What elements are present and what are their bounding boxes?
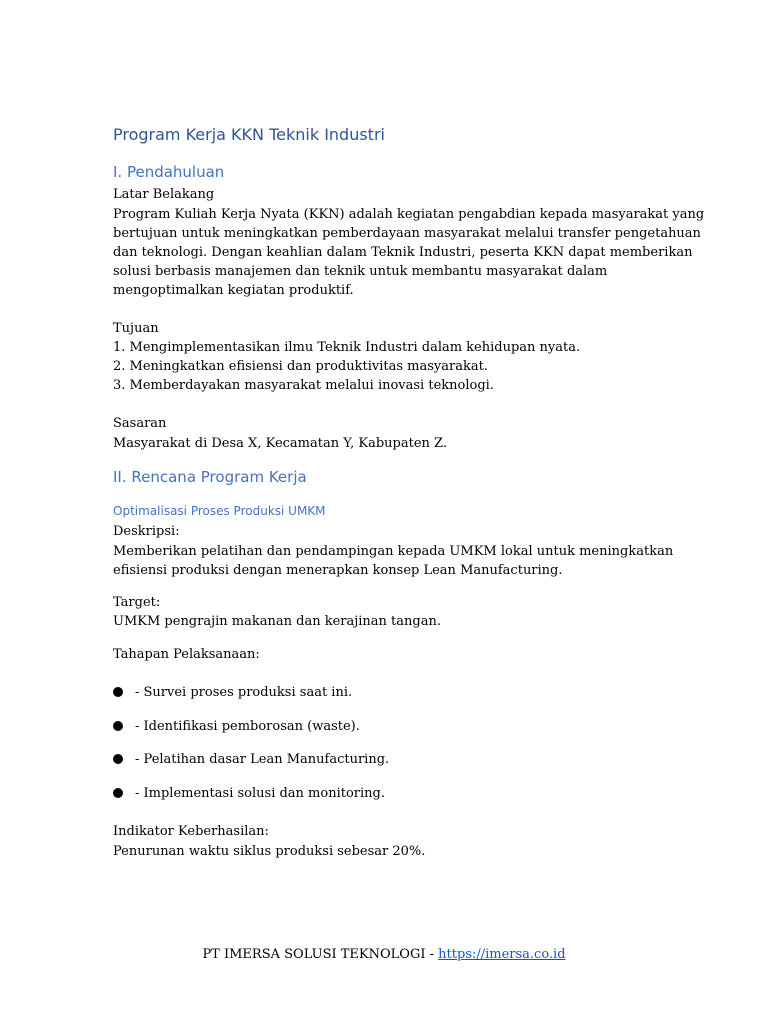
deskripsi-line: Memberikan pelatihan dan pendampingan kepada UMKM lokal untuk meningkatkan xyxy=(113,544,674,559)
latar-belakang-label: Latar Belakang xyxy=(113,187,215,202)
list-item xyxy=(113,784,385,803)
list-item xyxy=(113,717,360,736)
tahapan-item: - Survei proses produksi saat ini. xyxy=(135,685,353,700)
tahapan-item: - Pelatihan dasar Lean Manufacturing. xyxy=(135,752,390,767)
sasaran-label: Sasaran xyxy=(113,416,167,431)
latar-line: Program Kuliah Kerja Nyata (KKN) adalah kegiatan pengabdian kepada masyarakat yang xyxy=(113,207,705,222)
target-label: Target: xyxy=(113,595,161,610)
deskripsi-line: efisiensi produksi dengan menerapkan konsep Lean Manufacturing. xyxy=(113,563,563,578)
page-footer xyxy=(0,945,768,964)
latar-line: dan teknologi. Dengan keahlian dalam Teknik Industri, peserta KKN dapat memberikan xyxy=(113,245,693,260)
tahapan-item: - Identifikasi pemborosan (waste). xyxy=(135,719,360,734)
tujuan-item: 3. Memberdayakan masyarakat melalui inovasi teknologi. xyxy=(113,378,494,393)
section-heading-pendahuluan: I. Pendahuluan xyxy=(113,163,225,181)
footer-link[interactable]: https://imersa.co.id xyxy=(438,947,566,962)
deskripsi-label: Deskripsi: xyxy=(113,524,180,539)
sasaran-text: Masyarakat di Desa X, Kecamatan Y, Kabupaten Z. xyxy=(113,436,447,451)
latar-line: solusi berbasis manajemen dan teknik untuk membantu masyarakat dalam xyxy=(113,264,608,279)
bullet-icon xyxy=(113,788,123,798)
tujuan-item: 1. Mengimplementasikan ilmu Teknik Industri dalam kehidupan nyata. xyxy=(113,340,581,355)
tahapan-label: Tahapan Pelaksanaan: xyxy=(113,647,260,662)
indikator-text: Penurunan waktu siklus produksi sebesar 20%. xyxy=(113,844,426,859)
tujuan-label: Tujuan xyxy=(113,321,159,336)
list-item xyxy=(113,683,352,702)
tujuan-item: 2. Meningkatkan efisiensi dan produktivitas masyarakat. xyxy=(113,359,488,374)
bullet-icon xyxy=(113,721,123,731)
tahapan-item: - Implementasi solusi dan monitoring. xyxy=(135,786,385,801)
section-heading-rencana: II. Rencana Program Kerja xyxy=(113,468,307,486)
document-title: Program Kerja KKN Teknik Industri xyxy=(113,125,385,144)
indikator-label: Indikator Keberhasilan: xyxy=(113,824,269,839)
list-item xyxy=(113,750,389,769)
latar-line: bertujuan untuk meningkatkan pemberdayaan masyarakat melalui transfer pengetahuan xyxy=(113,226,701,241)
target-text: UMKM pengrajin makanan dan kerajinan tangan. xyxy=(113,614,441,629)
footer-company: PT IMERSA SOLUSI TEKNOLOGI - xyxy=(202,947,439,962)
bullet-icon xyxy=(113,754,123,764)
latar-line: mengoptimalkan kegiatan produktif. xyxy=(113,283,354,298)
bullet-icon xyxy=(113,687,123,697)
program-subheading: Optimalisasi Proses Produksi UMKM xyxy=(113,504,326,518)
